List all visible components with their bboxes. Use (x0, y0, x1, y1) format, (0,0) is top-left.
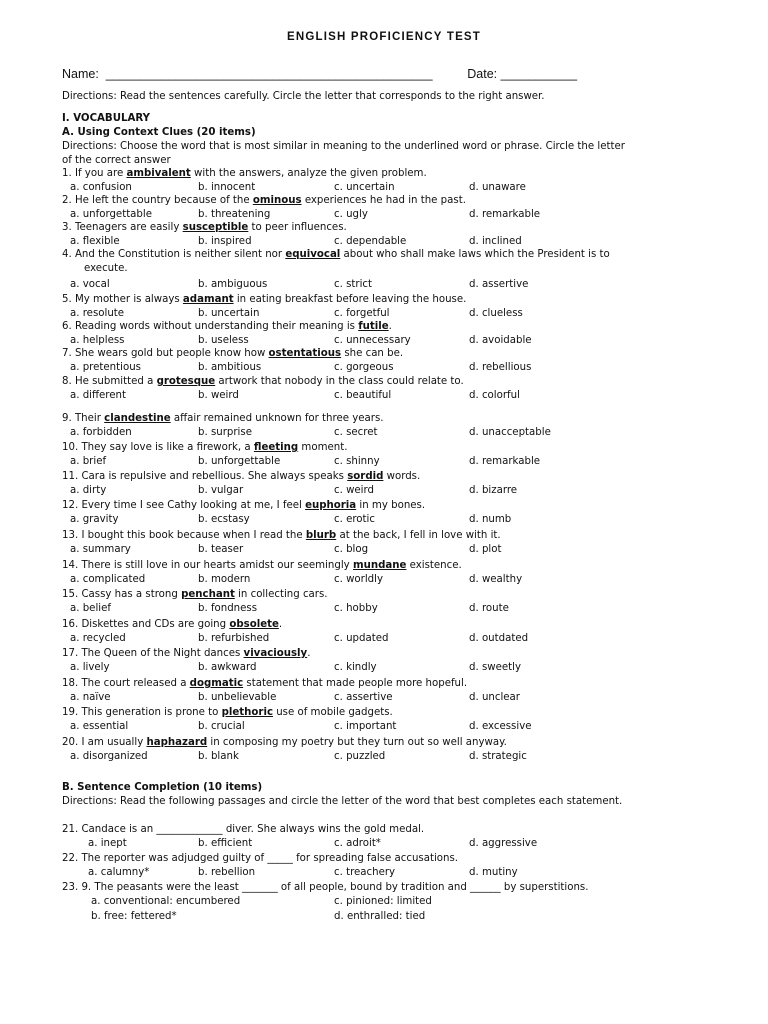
section-b-heading: B. Sentence Completion (10 items) (62, 782, 263, 793)
stem-continuation: execute. (84, 263, 128, 274)
question-stem (62, 678, 467, 689)
answer-option[interactable]: b. surprise (198, 427, 252, 438)
stem-text: at the back, I fell in love with it. (336, 530, 501, 541)
stem-text: moment. (298, 442, 348, 453)
stem-text: 1. If you are (62, 168, 127, 179)
answer-option[interactable]: a. calumny* (88, 867, 150, 878)
answer-option[interactable]: a. conventional: encumbered (91, 896, 241, 907)
question-stem (62, 294, 466, 305)
underlined-word: dogmatic (189, 678, 244, 689)
answer-option[interactable]: a. inept (88, 838, 127, 849)
answer-option[interactable]: a. essential (70, 721, 129, 732)
underlined-word: futile (358, 321, 389, 332)
question-stem (62, 500, 425, 511)
section-a-directions: Directions: Choose the word that is most similar in meaning to the underlined word or phrase. Circle the letter (62, 141, 625, 152)
part-heading: I. VOCABULARY (62, 113, 151, 124)
answer-option[interactable]: a. disorganized (70, 751, 148, 762)
answer-option[interactable]: b. weird (198, 390, 239, 401)
answer-option[interactable]: a. complicated (70, 574, 146, 585)
answer-option[interactable]: b. ecstasy (198, 514, 250, 525)
answer-option[interactable]: d. mutiny (469, 867, 518, 878)
date-label: Date: (467, 67, 498, 81)
stem-text: statement that made people more hopeful. (243, 678, 468, 689)
answer-option[interactable]: c. hobby (334, 603, 378, 614)
answer-option[interactable]: d. unacceptable (469, 427, 551, 438)
stem-text: 20. I am usually (62, 737, 147, 748)
answer-option[interactable]: d. route (469, 603, 509, 614)
answer-option[interactable]: d. rebellious (469, 362, 532, 373)
answer-option[interactable]: c. assertive (334, 692, 393, 703)
answer-option[interactable]: d. numb (469, 514, 512, 525)
answer-option[interactable]: a. summary (70, 544, 131, 555)
underlined-word: mundane (352, 560, 407, 571)
answer-option[interactable]: d. remarkable (469, 209, 541, 220)
underlined-word: adamant (182, 294, 234, 305)
question-stem (62, 560, 462, 571)
answer-option[interactable]: b. rebellion (198, 867, 256, 878)
completion-stem: 23. 9. The peasants were the least _______ of all people, bound by tradition and ______ by superstitions. (62, 882, 589, 893)
answer-option[interactable]: b. ambiguous (198, 279, 268, 290)
answer-option[interactable]: c. kindly (334, 662, 377, 673)
question-stem (62, 168, 427, 179)
answer-option[interactable]: c. secret (334, 427, 378, 438)
answer-option[interactable]: d. clueless (469, 308, 523, 319)
stem-text: 6. Reading words without understanding their meaning is (62, 321, 359, 332)
stem-text: 2. He left the country because of the (62, 195, 253, 206)
answer-option[interactable]: c. ugly (334, 209, 368, 220)
stem-text: 13. I bought this book because when I read the (62, 530, 306, 541)
question-stem (62, 376, 464, 387)
stem-text: to peer influences. (248, 222, 347, 233)
answer-option[interactable]: c. weird (334, 485, 374, 496)
answer-option[interactable]: d. excessive (469, 721, 532, 732)
answer-option[interactable]: b. teaser (198, 544, 244, 555)
section-a-heading: A. Using Context Clues (20 items) (62, 127, 256, 138)
stem-text: 10. They say love is like a firework, a (62, 442, 254, 453)
underlined-word: obsolete (229, 619, 279, 630)
question-stem (62, 348, 403, 359)
underlined-word: ostentatious (268, 348, 342, 359)
date-blank: ___________ (500, 67, 578, 81)
answer-option[interactable]: b. awkward (198, 662, 257, 673)
stem-text: with the answers, analyze the given problem. (190, 168, 427, 179)
answer-option[interactable]: c. dependable (334, 236, 407, 247)
answer-option[interactable]: d. wealthy (469, 574, 523, 585)
stem-text: 5. My mother is always (62, 294, 183, 305)
stem-text: 18. The court released a (62, 678, 190, 689)
answer-option[interactable]: c. pinioned: limited (334, 896, 432, 907)
question-stem (62, 249, 610, 260)
answer-option[interactable]: a. vocal (70, 279, 110, 290)
stem-text: in collecting cars. (234, 589, 328, 600)
answer-option[interactable]: a. belief (70, 603, 111, 614)
answer-option[interactable]: d. assertive (469, 279, 529, 290)
answer-option[interactable]: b. blank (198, 751, 239, 762)
answer-option[interactable]: b. threatening (198, 209, 271, 220)
answer-option[interactable]: a. different (70, 390, 126, 401)
underlined-word: sordid (347, 471, 384, 482)
stem-text: in my bones. (356, 500, 426, 511)
underlined-word: ambivalent (126, 168, 191, 179)
question-stem (62, 737, 507, 748)
question-stem (62, 195, 466, 206)
completion-stem: 22. The reporter was adjudged guilty of _____ for spreading false accusations. (62, 853, 459, 864)
answer-option[interactable]: c. uncertain (334, 182, 395, 193)
stem-text: 15. Cassy has a strong (62, 589, 182, 600)
stem-text: 4. And the Constitution is neither silent nor (62, 249, 286, 260)
stem-text: words. (383, 471, 421, 482)
answer-option[interactable]: c. strict (334, 279, 372, 290)
answer-option[interactable]: a. recycled (70, 633, 126, 644)
answer-option[interactable]: b. uncertain (198, 308, 260, 319)
answer-option[interactable]: c. beautiful (334, 390, 392, 401)
stem-text: 14. There is still love in our hearts amidst our seemingly (62, 560, 353, 571)
answer-option[interactable]: d. avoidable (469, 335, 532, 346)
stem-text: 7. She wears gold but people know how (62, 348, 269, 359)
answer-option[interactable]: d. unaware (469, 182, 526, 193)
answer-option[interactable]: a. dirty (70, 485, 107, 496)
answer-option[interactable]: b. innocent (198, 182, 256, 193)
stem-text: . (278, 619, 283, 630)
answer-option[interactable]: c. forgetful (334, 308, 390, 319)
stem-text: use of mobile gadgets. (272, 707, 393, 718)
answer-option[interactable]: d. inclined (469, 236, 522, 247)
answer-option[interactable]: c. unnecessary (334, 335, 411, 346)
answer-option[interactable]: a. naïve (70, 692, 111, 703)
underlined-word: penchant (181, 589, 235, 600)
stem-text: 12. Every time I see Cathy looking at me, I feel (62, 500, 306, 511)
question-stem (62, 619, 282, 630)
answer-option[interactable]: b. fondness (198, 603, 258, 614)
section-b-directions: Directions: Read the following passages and circle the letter of the word that best completes each statement. (62, 796, 623, 807)
stem-text: in composing my poetry but they turn out so well anyway. (207, 737, 507, 748)
answer-option[interactable]: a. gravity (70, 514, 119, 525)
answer-option[interactable]: d. strategic (469, 751, 527, 762)
stem-text: existence. (406, 560, 462, 571)
answer-option[interactable]: a. confusion (70, 182, 132, 193)
stem-text: artwork that nobody in the class could relate to. (215, 376, 464, 387)
answer-option[interactable]: c. updated (334, 633, 389, 644)
answer-option[interactable]: b. crucial (198, 721, 245, 732)
answer-option[interactable]: c. shinny (334, 456, 380, 467)
answer-option[interactable]: c. gorgeous (334, 362, 394, 373)
answer-option[interactable]: a. helpless (70, 335, 125, 346)
completion-stem: 21. Candace is an _____________ diver. She always wins the gold medal. (62, 824, 425, 835)
stem-text: experiences he had in the past. (301, 195, 466, 206)
underlined-word: susceptible (182, 222, 249, 233)
answer-option[interactable]: a. flexible (70, 236, 120, 247)
question-stem (62, 442, 347, 453)
underlined-word: vivaciously (243, 648, 308, 659)
answer-option[interactable]: d. bizarre (469, 485, 518, 496)
name-label: Name: (62, 67, 99, 81)
underlined-word: blurb (305, 530, 337, 541)
answer-option[interactable]: c. important (334, 721, 397, 732)
stem-text: 3. Teenagers are easily (62, 222, 183, 233)
answer-option[interactable]: a. resolute (70, 308, 125, 319)
question-stem (62, 707, 393, 718)
answer-option[interactable]: d. aggressive (469, 838, 538, 849)
answer-option[interactable]: a. brief (70, 456, 107, 467)
underlined-word: ominous (252, 195, 302, 206)
question-stem (62, 471, 420, 482)
answer-option[interactable]: c. treachery (334, 867, 396, 878)
answer-option[interactable]: d. enthralled: tied (334, 911, 426, 922)
page-title: ENGLISH PROFICIENCY TEST (286, 31, 482, 43)
question-stem (62, 321, 392, 332)
answer-option[interactable]: c. adroit* (334, 838, 381, 849)
stem-text: she can be. (341, 348, 404, 359)
question-stem (62, 413, 384, 424)
answer-option[interactable]: b. unforgettable (198, 456, 281, 467)
stem-text: 17. The Queen of the Night dances (62, 648, 244, 659)
question-stem (62, 222, 347, 233)
answer-option[interactable]: c. blog (334, 544, 369, 555)
answer-option[interactable]: a. pretentious (70, 362, 141, 373)
stem-text: about who shall make laws which the President is to (340, 249, 610, 260)
stem-text: 19. This generation is prone to (62, 707, 222, 718)
answer-option[interactable]: b. unbelievable (198, 692, 277, 703)
answer-option[interactable]: b. efficient (198, 838, 253, 849)
question-stem (62, 530, 501, 541)
stem-text: 11. Cara is repulsive and rebellious. She always speaks (62, 471, 348, 482)
answer-option[interactable]: c. erotic (334, 514, 375, 525)
stem-text: 8. He submitted a (62, 376, 157, 387)
name-date-line (62, 67, 712, 81)
answer-option[interactable]: d. colorful (469, 390, 520, 401)
stem-text: 9. Their (62, 413, 105, 424)
stem-text: affair remained unknown for three years. (170, 413, 384, 424)
answer-option[interactable]: d. outdated (469, 633, 529, 644)
answer-option[interactable]: c. puzzled (334, 751, 386, 762)
underlined-word: clandestine (104, 413, 171, 424)
underlined-word: plethoric (221, 707, 273, 718)
general-directions: Directions: Read the sentences carefully. Circle the letter that corresponds to the right answer. (62, 91, 545, 102)
answer-option[interactable]: d. plot (469, 544, 502, 555)
question-stem (62, 589, 328, 600)
underlined-word: fleeting (253, 442, 299, 453)
stem-text: . (388, 321, 392, 332)
answer-option[interactable]: d. remarkable (469, 456, 541, 467)
answer-option[interactable]: b. modern (198, 574, 251, 585)
stem-text: . (307, 648, 311, 659)
answer-option[interactable]: b. ambitious (198, 362, 262, 373)
answer-option[interactable]: b. inspired (198, 236, 252, 247)
answer-option[interactable]: a. unforgettable (70, 209, 152, 220)
answer-option[interactable]: b. refurbished (198, 633, 270, 644)
underlined-word: euphoria (305, 500, 357, 511)
stem-text: in eating breakfast before leaving the house. (233, 294, 467, 305)
answer-option[interactable]: d. unclear (469, 692, 520, 703)
answer-option[interactable]: a. lively (70, 662, 110, 673)
answer-option[interactable]: d. sweetly (469, 662, 521, 673)
answer-option[interactable]: b. useless (198, 335, 249, 346)
underlined-word: equivocal (285, 249, 341, 260)
underlined-word: haphazard (146, 737, 208, 748)
question-stem (62, 648, 310, 659)
name-blank: _______________________________________________ (105, 67, 433, 81)
answer-option[interactable]: b. vulgar (198, 485, 244, 496)
answer-option[interactable]: a. forbidden (70, 427, 132, 438)
stem-text: 16. Diskettes and CDs are going (62, 619, 230, 630)
answer-option[interactable]: c. worldly (334, 574, 383, 585)
section-a-directions-cont: of the correct answer (62, 155, 171, 166)
underlined-word: grotesque (156, 376, 216, 387)
answer-option[interactable]: b. free: fettered* (91, 911, 177, 922)
